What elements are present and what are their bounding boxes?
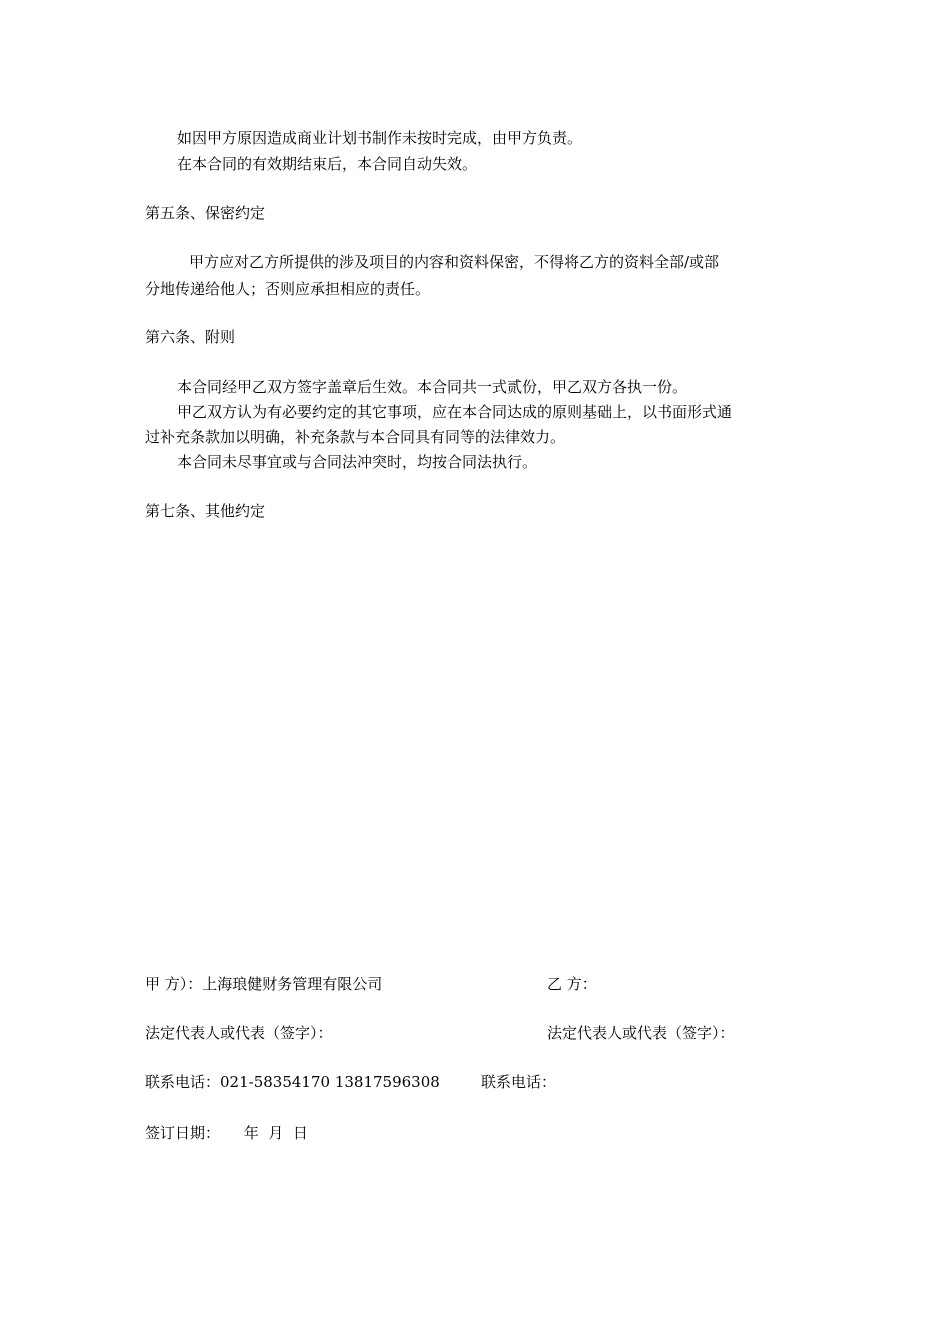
section6-paragraph-2-line-1: 甲乙双方认为有必要约定的其它事项，应在本合同达成的原则基础上，以书面形式通 bbox=[177, 403, 733, 421]
signing-date: 签订日期： 年 月 日 bbox=[145, 1124, 308, 1142]
section5-paragraph-line-2: 分地传递给他人；否则应承担相应的责任。 bbox=[145, 280, 431, 298]
section7-heading: 第七条、其他约定 bbox=[145, 502, 266, 520]
party-b-representative: 法定代表人或代表（签字）： bbox=[547, 1024, 735, 1042]
section6-paragraph-1: 本合同经甲乙双方签字盖章后生效。本合同共一式贰份，甲乙双方各执一份。 bbox=[177, 378, 688, 396]
section4-paragraph-1: 如因甲方原因造成商业计划书制作未按时完成，由甲方负责。 bbox=[177, 129, 583, 147]
section5-paragraph-line-1: 甲方应对乙方所提供的涉及项目的内容和资料保密，不得将乙方的资料全部/或部 bbox=[189, 253, 720, 271]
section6-paragraph-3: 本合同未尽事宜或与合同法冲突时，均按合同法执行。 bbox=[177, 453, 538, 471]
section5-heading: 第五条、保密约定 bbox=[145, 204, 266, 222]
party-b-phone: 联系电话： bbox=[481, 1073, 557, 1091]
section6-heading: 第六条、附则 bbox=[145, 328, 236, 346]
section4-paragraph-2: 在本合同的有效期结束后，本合同自动失效。 bbox=[177, 155, 478, 173]
party-a-phone: 联系电话：021-58354170 13817596308 bbox=[145, 1073, 440, 1091]
party-a-representative: 法定代表人或代表（签字）： bbox=[145, 1024, 333, 1042]
party-a-name: 甲 方）：上海琅健财务管理有限公司 bbox=[145, 975, 383, 993]
party-b-name: 乙 方： bbox=[547, 975, 597, 993]
section6-paragraph-2-line-2: 过补充条款加以明确，补充条款与本合同具有同等的法律效力。 bbox=[145, 428, 566, 446]
